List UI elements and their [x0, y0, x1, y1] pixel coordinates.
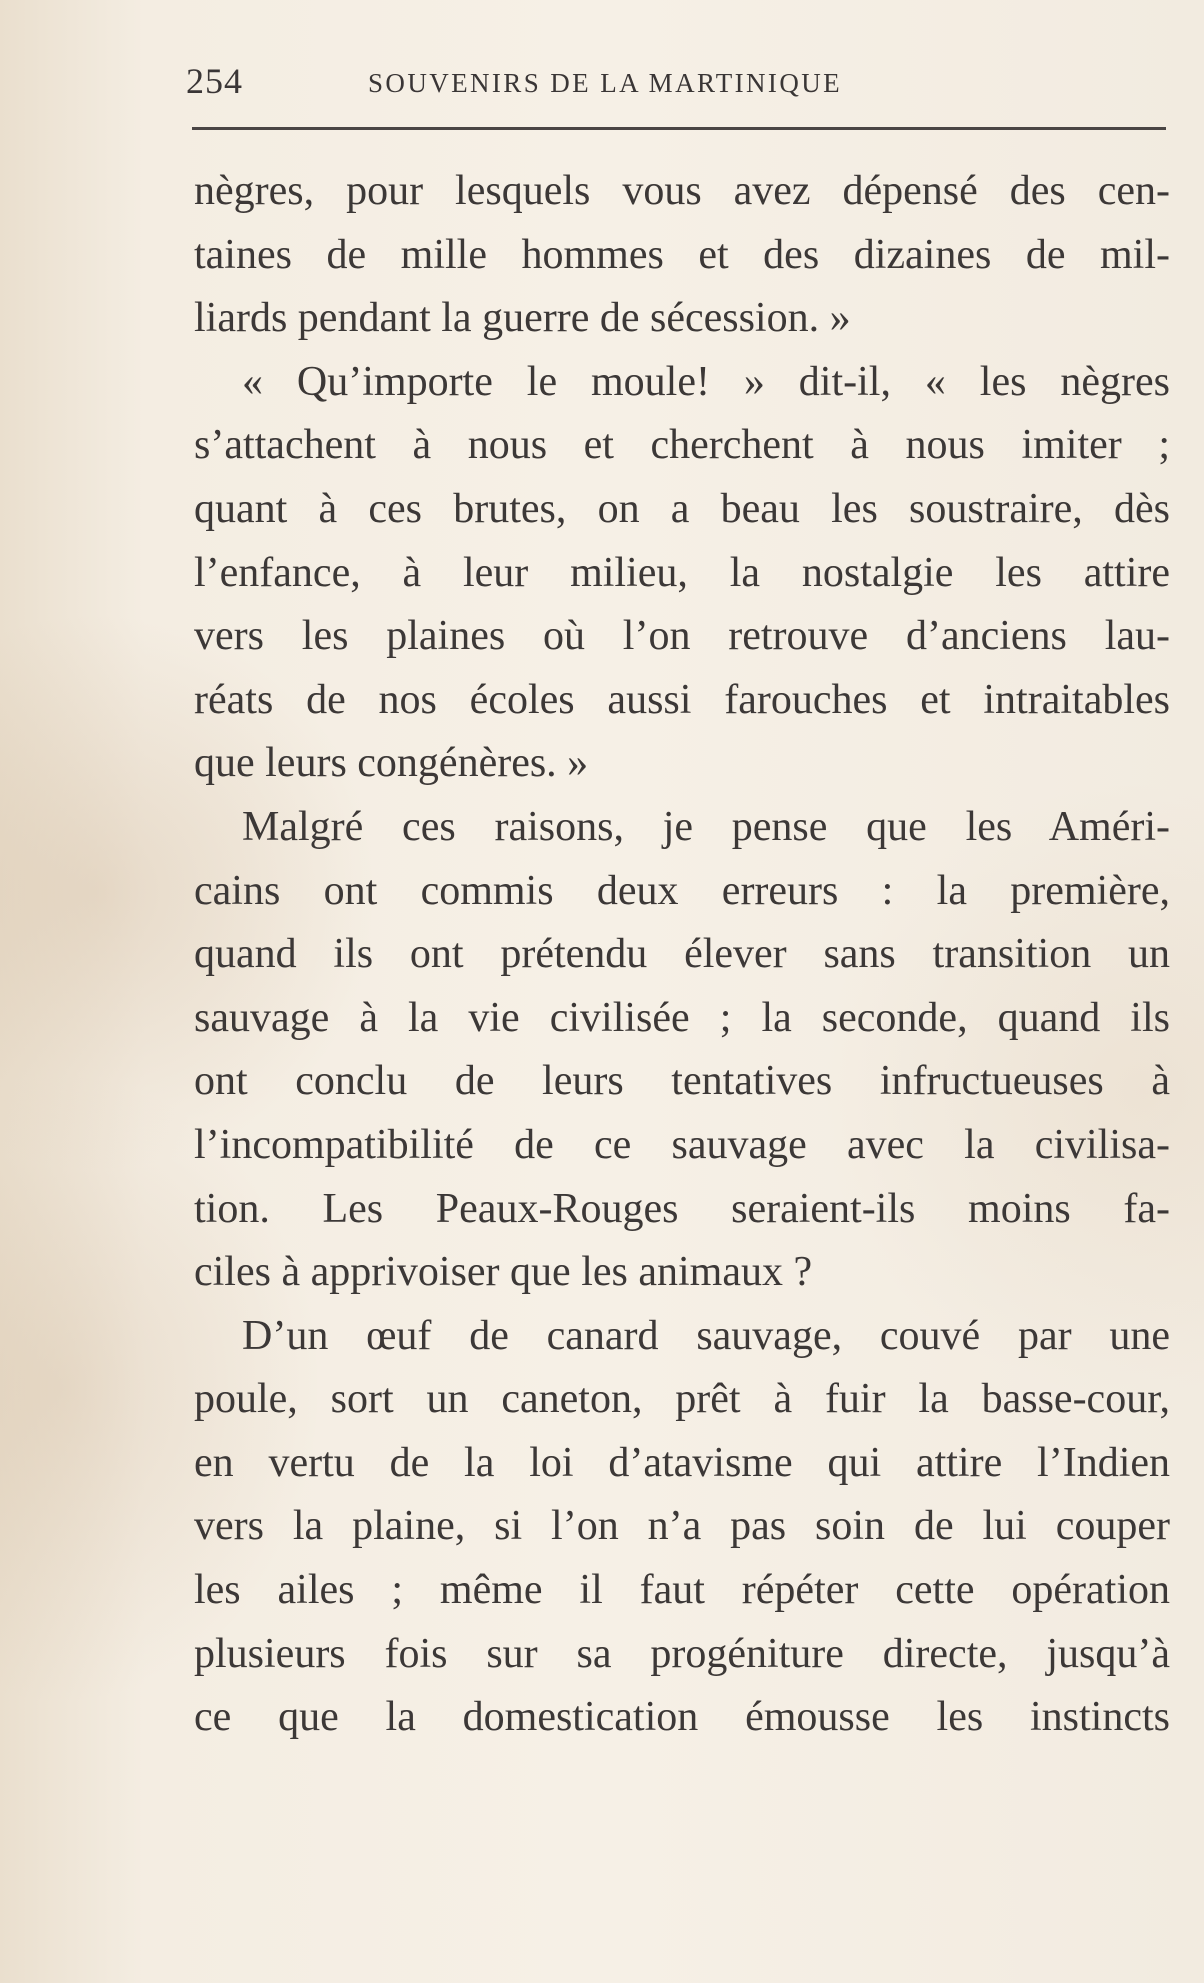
text-line: Malgré ces raisons, je pense que les Améri-	[242, 803, 1170, 850]
text-line: sauvage à la vie civilisée ; la seconde, quand ils	[194, 994, 1170, 1041]
text-line: vers les plaines où l’on retrouve d’anciens lau-	[194, 613, 1170, 660]
text-line: quand ils ont prétendu élever sans transition un	[194, 931, 1170, 978]
text-line: l’enfance, à leur milieu, la nostalgie les attire	[194, 549, 1170, 596]
text-line: plusieurs fois sur sa progéniture directe, jusqu’à	[194, 1630, 1170, 1677]
text-line: ce que la domestication émousse les instincts	[194, 1694, 1170, 1741]
header-rule	[192, 127, 1166, 130]
text-line: cains ont commis deux erreurs : la première,	[194, 867, 1170, 914]
text-line: l’incompatibilité de ce sauvage avec la civilisa-	[194, 1121, 1170, 1168]
text-line: ciles à apprivoiser que les animaux ?	[194, 1249, 813, 1296]
text-line: que leurs congénères. »	[194, 740, 589, 787]
text-line: quant à ces brutes, on a beau les soustraire, dès	[194, 485, 1170, 532]
running-head	[186, 58, 1170, 110]
page-number: 254	[186, 61, 243, 101]
text-line: « Qu’importe le moule! » dit-il, « les nègres	[242, 358, 1170, 405]
text-line: en vertu de la loi d’atavisme qui attire l’Indien	[194, 1439, 1170, 1486]
text-line: les ailes ; même il faut répéter cette opération	[194, 1567, 1170, 1614]
text-line: réats de nos écoles aussi farouches et intraitables	[194, 676, 1170, 723]
text-line: vers la plaine, si l’on n’a pas soin de lui couper	[194, 1503, 1170, 1550]
text-line: poule, sort un caneton, prêt à fuir la basse-cour,	[194, 1376, 1170, 1423]
text-line: tion. Les Peaux-Rouges seraient-ils moins fa-	[194, 1185, 1170, 1232]
text-line: s’attachent à nous et cherchent à nous imiter ;	[194, 422, 1170, 469]
text-line: nègres, pour lesquels vous avez dépensé des cen-	[194, 168, 1170, 214]
text-line: liards pendant la guerre de sécession. »	[194, 295, 851, 342]
text-line: ont conclu de leurs tentatives infructueuses à	[194, 1058, 1170, 1105]
running-title: SOUVENIRS DE LA MARTINIQUE	[368, 68, 843, 98]
text-line: D’un œuf de canard sauvage, couvé par une	[242, 1312, 1170, 1359]
body-text	[194, 160, 1170, 1750]
text-line: taines de mille hommes et des dizaines de mil-	[194, 231, 1170, 278]
